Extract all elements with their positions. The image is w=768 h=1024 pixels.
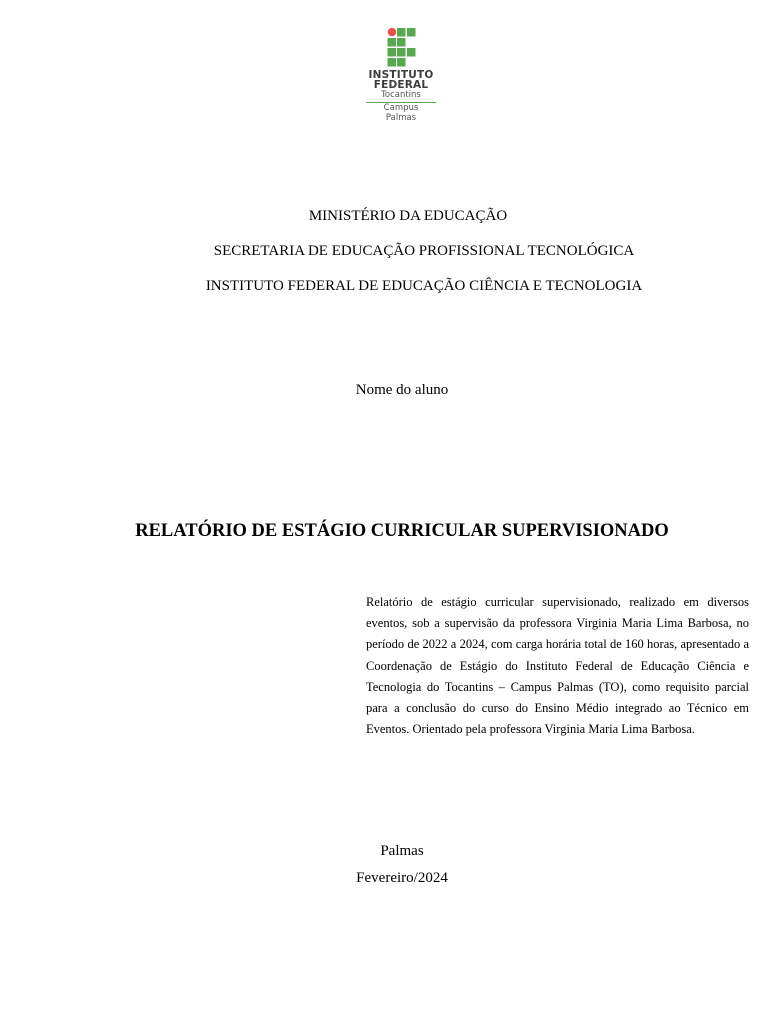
document-title: RELATÓRIO DE ESTÁGIO CURRICULAR SUPERVISIONADO [135, 521, 669, 541]
header-secretariat: SECRETARIA DE EDUCAÇÃO PROFISSIONAL TECNOLÓGICA [213, 243, 635, 259]
footer-city: Palmas [380, 843, 424, 859]
footer-date: Fevereiro/2024 [356, 870, 448, 886]
abstract-paragraph: Relatório de estágio curricular supervisionado, realizado em diversos eventos, sob a supervisão da professora Virginia Maria Lima Barbosa, no período de 2022 a 2024, com carga horária total de 160 horas, apresentado a Coordenação de Estágio do Instituto Federal de Educação Ciência e Tecnologia do Tocantins – Campus Palmas (TO), como requisito parcial para a conclusão do curso do Ensino Médio integrado ao Técnico em Eventos. Orientado pela professora Virginia Maria Lima Barbosa. [366, 595, 749, 737]
logo-mark-icon [362, 26, 440, 68]
student-name: Nome do aluno [355, 382, 449, 398]
logo-text-tocantins: Tocantins [381, 90, 421, 100]
logo-dot [388, 28, 397, 37]
header-institute: INSTITUTO FEDERAL DE EDUCAÇÃO CIÊNCIA E TECNOLOGIA [205, 278, 643, 294]
logo-text-federal: FEDERAL [373, 79, 429, 91]
logo-text-instituto: INSTITUTO [368, 69, 434, 81]
logo-text-palmas: Palmas [385, 113, 417, 123]
logo-text-campus: Campus [383, 103, 419, 113]
institution-logo [362, 26, 440, 126]
header-ministry: MINISTÉRIO DA EDUCAÇÃO [308, 208, 508, 224]
